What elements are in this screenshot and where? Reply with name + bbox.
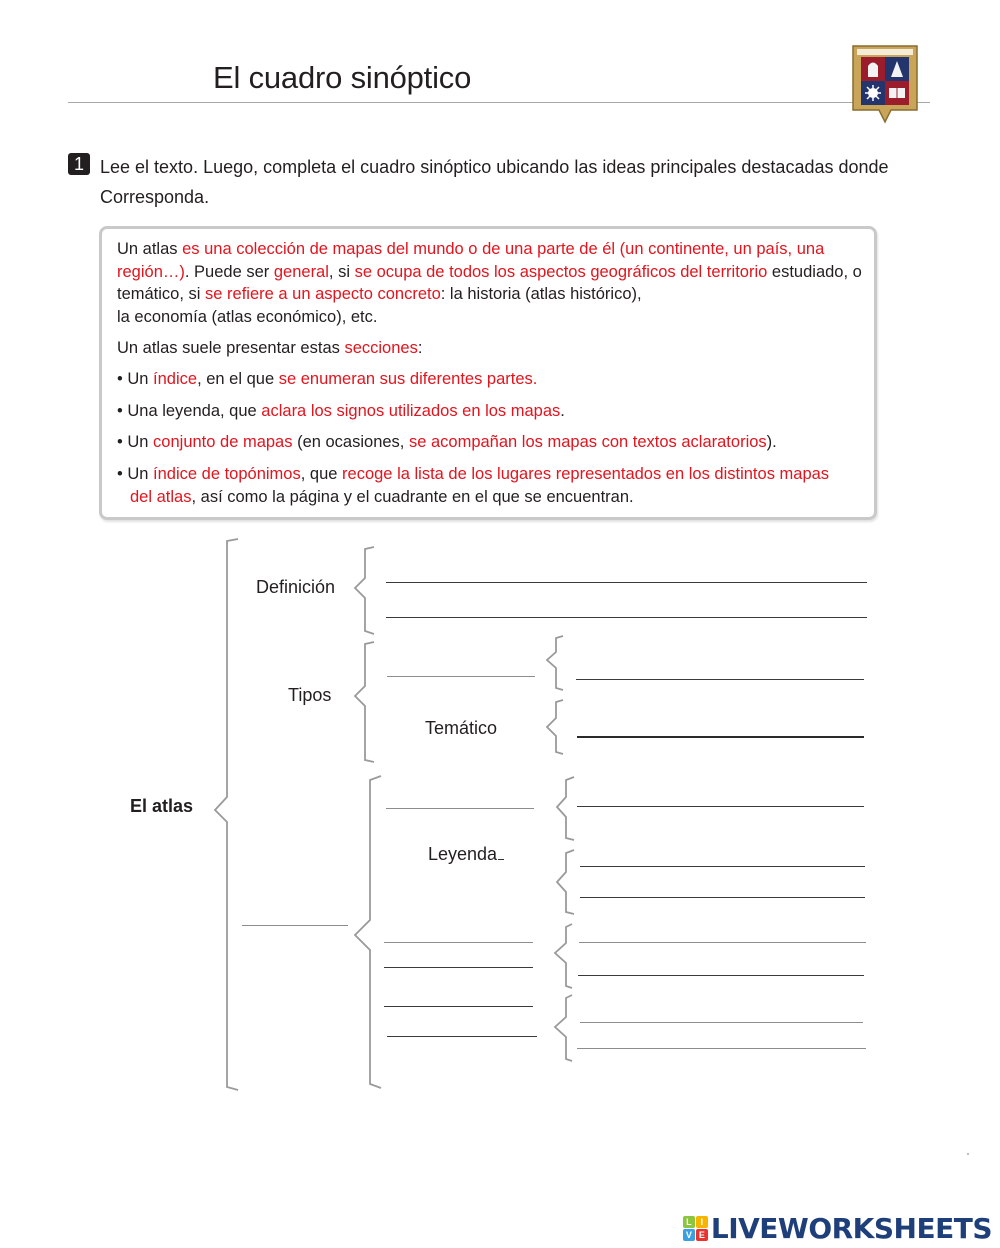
- plain-text: , así como la página y el cuadrante en el que se encuentran.: [191, 487, 634, 506]
- blank-section-3-name-2[interactable]: [384, 948, 533, 968]
- highlighted-idea: se acompañan los mapas con textos aclaratorios: [408, 433, 767, 451]
- brace-tipo-1: [547, 636, 563, 690]
- brace-tipos: [355, 642, 374, 762]
- blank-tipo-1-name[interactable]: [387, 657, 535, 677]
- instruction-line-1: Lee el texto. Luego, completa el cuadro sinóptico ubicando las ideas principales destacadas donde: [100, 157, 889, 177]
- brace-tematico: [547, 700, 563, 754]
- label-tematico: Temático: [425, 718, 498, 738]
- highlighted-idea: se ocupa de todos los aspectos geográficos del territorio: [354, 262, 768, 281]
- blank-section-group-name[interactable]: [242, 906, 348, 926]
- plain-text: , si: [328, 262, 355, 281]
- plain-text: ).: [766, 433, 777, 451]
- highlighted-idea: se refiere a un aspecto concreto: [205, 285, 441, 303]
- liveworksheets-logo: [683, 1213, 992, 1243]
- brace-section-1: [557, 777, 574, 840]
- highlighted-idea: secciones: [344, 339, 418, 357]
- blank-section-3-desc-1[interactable]: [579, 923, 866, 943]
- live-logo-icon: [683, 1216, 708, 1241]
- highlighted-idea: índice: [153, 370, 198, 388]
- label-definicion: Definición: [256, 577, 336, 597]
- brand-name: LIVEWORKSHEETS: [710, 1211, 992, 1245]
- blank-tematico-desc[interactable]: [577, 718, 864, 738]
- highlighted-idea: se enumeran sus diferentes partes.: [278, 370, 538, 388]
- plain-text: .: [560, 402, 565, 420]
- plain-text: , en el que: [197, 370, 279, 388]
- brace-section-4: [555, 995, 572, 1061]
- page-title: El cuadro sinóptico: [213, 60, 472, 95]
- blank-leyenda-desc-1[interactable]: [580, 847, 865, 867]
- plain-text: • Un: [117, 433, 154, 451]
- logo-letter-i: I: [696, 1216, 708, 1228]
- blank-tipo-1-desc[interactable]: [576, 660, 864, 680]
- plain-text: (en ocasiones,: [292, 433, 409, 451]
- plain-text: • Un: [117, 370, 154, 388]
- highlighted-idea: recoge la lista de los lugares representados en los distintos mapas del atlas: [130, 465, 830, 506]
- paragraph-1-last-line: la economía (atlas económico), etc.: [117, 307, 378, 326]
- plain-text: Un atlas: [117, 240, 183, 258]
- exercise-number-badge: 1: [68, 153, 90, 175]
- blank-section-4-desc-2[interactable]: [577, 1029, 866, 1049]
- blank-section-1-name[interactable]: [386, 789, 534, 809]
- blank-section-1-desc[interactable]: [577, 787, 864, 807]
- brace-section-3: [555, 924, 572, 988]
- brace-root: [215, 539, 238, 1090]
- brace-definicion: [355, 547, 374, 634]
- highlighted-idea: aclara los signos utilizados en los mapas: [261, 402, 561, 420]
- label-leyenda-text: Leyenda: [428, 844, 498, 864]
- blank-section-3-desc-2[interactable]: [578, 956, 864, 976]
- plain-text: . Puede ser: [184, 262, 274, 281]
- blank-definicion-1[interactable]: [386, 563, 867, 583]
- blank-section-3-name-1[interactable]: [384, 923, 533, 943]
- brace-sections: [355, 776, 381, 1088]
- blank-section-4-name-2[interactable]: [387, 1017, 537, 1037]
- logo-letter-e: E: [696, 1229, 708, 1241]
- highlighted-idea: índice de topónimos: [153, 465, 301, 483]
- plain-text: • Una leyenda, que: [117, 402, 262, 420]
- label-leyenda: [428, 844, 504, 865]
- blank-definicion-2[interactable]: [386, 598, 867, 618]
- blank-section-4-name-1[interactable]: [384, 987, 533, 1007]
- label-el-atlas: El atlas: [130, 796, 194, 816]
- plain-text: Un atlas suele presentar estas: [117, 339, 345, 357]
- brace-leyenda: [557, 850, 574, 914]
- plain-text: estudiado, o temático, si: [117, 262, 862, 303]
- plain-text: • Un: [117, 465, 154, 483]
- logo-letter-v: V: [683, 1229, 695, 1241]
- leyenda-underscore: [498, 859, 504, 860]
- blank-section-4-desc-1[interactable]: [580, 1003, 863, 1023]
- highlighted-idea: general: [273, 262, 329, 281]
- plain-text: , que: [300, 465, 343, 483]
- highlighted-idea: es una colección de mapas del mundo o de una parte de él (un continente, un país, una región…): [117, 240, 825, 281]
- plain-text: : la historia (atlas histórico),: [440, 285, 642, 303]
- label-tipos: Tipos: [288, 685, 332, 705]
- plain-text: :: [417, 339, 423, 357]
- blank-leyenda-desc-2[interactable]: [580, 878, 865, 898]
- decorative-dot: [967, 1153, 969, 1155]
- logo-letter-l: L: [683, 1216, 695, 1228]
- instruction-line-2: Corresponda.: [100, 187, 210, 207]
- highlighted-idea: conjunto de mapas: [153, 433, 293, 451]
